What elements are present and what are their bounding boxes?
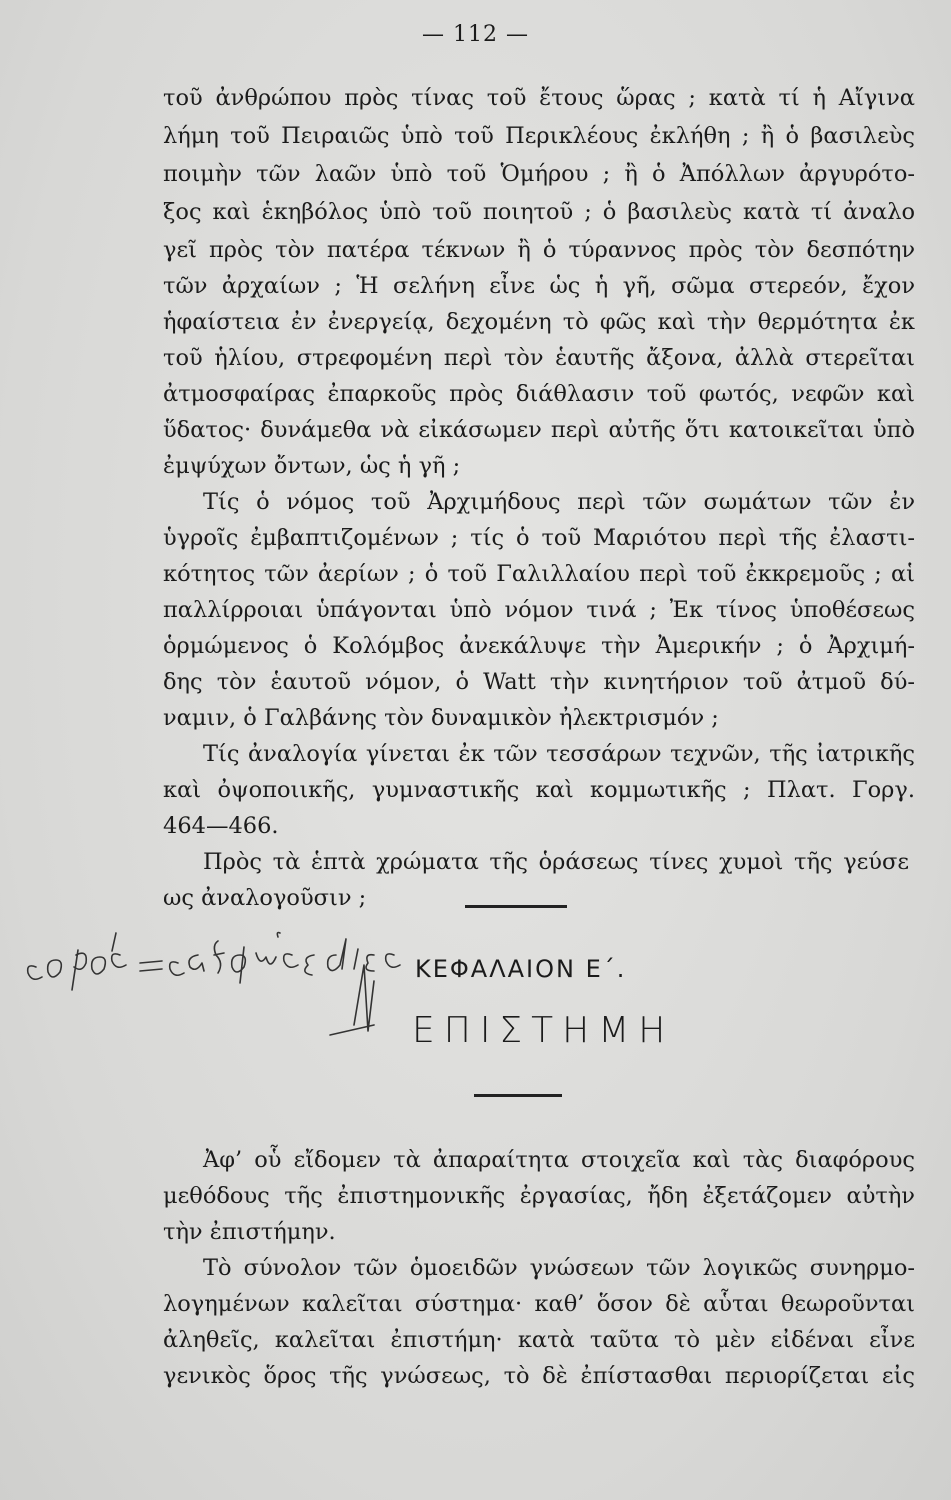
text-line: Τίς ἀναλογία γίνεται ἐκ τῶν τεσσάρων τεχνῶν, τῆς ἰατρικῆς — [203, 741, 915, 767]
text-line: τοῦ ἀνθρώπου πρὸς τίνας τοῦ ἔτους ὥρας ; κατὰ τί ἡ Αἴγινα — [163, 85, 915, 111]
text-line: τὴν ἐπιστήμην. — [163, 1219, 336, 1245]
text-line: λήμη τοῦ Πειραιῶς ὑπὸ τοῦ Περικλέους ἐκλήθη ; ἢ ὁ βασιλεὺς — [163, 123, 915, 149]
text-line: παλλίρροιαι ὑπάγονται ὑπὸ νόμον τινά ; Ἐκ τίνος ὑποθέσεως — [163, 597, 915, 623]
text-line: ὕδατος· δυνάμεθα νὰ εἰκάσωμεν περὶ αὐτῆς ὅτι κατοικεῖται ὑπὸ — [163, 417, 915, 443]
text-line: Ἀφ’ οὗ εἴδομεν τὰ ἀπαραίτητα στοιχεῖα καὶ τὰς διαφόρους — [203, 1147, 915, 1173]
handwritten-annotation — [18, 925, 458, 1095]
text-line: ξος καὶ ἑκηβόλος ὑπὸ τοῦ ποιητοῦ ; ὁ βασιλεὺς κατὰ τί ἀναλο — [163, 199, 915, 225]
text-line: Τίς ὁ νόμος τοῦ Ἀρχιμήδους περὶ τῶν σωμάτων τῶν ἐν — [203, 489, 915, 515]
text-line: 464—466. — [163, 813, 279, 839]
text-line: δης τὸν ἑαυτοῦ νόμον, ὁ Watt τὴν κινητήριον τοῦ ἀτμοῦ δύ- — [163, 669, 915, 695]
text-line: ποιμὴν τῶν λαῶν ὑπὸ τοῦ Ὁμήρου ; ἢ ὁ Ἀπόλλων ἀργυρότο- — [163, 161, 915, 187]
text-line: τῶν ἀρχαίων ; Ἡ σελήνη εἶνε ὡς ἡ γῆ, σῶμα στερεόν, ἔχον — [163, 273, 915, 299]
text-line: μεθόδους τῆς ἐπιστημονικῆς ἐργασίας, ἤδη ἐξετάζομεν αὐτὴν — [163, 1183, 915, 1209]
chapter-title: ΕΠΙΣΤΗΜΗ — [412, 1010, 675, 1051]
text-line: ἐμψύχων ὄντων, ὡς ἡ γῆ ; — [163, 453, 461, 479]
page-number: — 112 — — [422, 22, 529, 47]
text-line: γενικὸς ὅρος τῆς γνώσεως, τὸ δὲ ἐπίστασθαι περιορίζεται εἰς — [163, 1363, 915, 1389]
text-line: λογημένων καλεῖται σύστημα· καθ’ ὅσον δὲ αὗται θεωροῦνται — [163, 1291, 915, 1317]
text-line: ἡφαίστεια ἐν ἐνεργείᾳ, δεχομένη τὸ φῶς καὶ τὴν θερμότητα ἐκ — [163, 309, 915, 335]
text-line: ἀληθεῖς, καλεῖται ἐπιστήμη· κατὰ ταῦτα τὸ μὲν εἰδέναι εἶνε — [163, 1327, 915, 1353]
text-line: τοῦ ἡλίου, στρεφομένη περὶ τὸν ἑαυτῆς ἄξονα, ἀλλὰ στερεῖται — [163, 345, 915, 371]
text-line: ἀτμοσφαίρας ἐπαρκοῦς πρὸς διάθλασιν τοῦ φωτός, νεφῶν καὶ — [163, 381, 915, 407]
text-line: ναμιν, ὁ Γαλβάνης τὸν δυναμικὸν ἠλεκτρισμόν ; — [163, 705, 719, 731]
text-line: Πρὸς τὰ ἑπτὰ χρώματα τῆς ὁράσεως τίνες χυμοὶ τῆς γεύσε — [203, 849, 909, 875]
text-line: ὑγροῖς ἐμβαπτιζομένων ; τίς ὁ τοῦ Μαριότου περὶ τῆς ἐλαστι- — [163, 525, 915, 551]
section-rule — [465, 905, 567, 908]
text-line: γεῖ πρὸς τὸν πατέρα τέκνων ἢ ὁ τύραννος πρὸς τὸν δεσπότην — [163, 237, 915, 263]
section-rule — [474, 1094, 562, 1097]
text-line: καὶ ὀψοποιικῆς, γυμναστικῆς καὶ κομμωτικῆς ; Πλατ. Γοργ. — [163, 777, 915, 803]
text-line: Τὸ σύνολον τῶν ὁμοειδῶν γνώσεων τῶν λογικῶς συνηρμο- — [203, 1255, 915, 1281]
text-line: κότητος τῶν ἀερίων ; ὁ τοῦ Γαλιλλαίου περὶ τοῦ ἐκκρεμοῦς ; αἱ — [163, 561, 915, 587]
text-line: ὁρμώμενος ὁ Κολόμβος ἀνεκάλυψε τὴν Ἀμερικήν ; ὁ Ἀρχιμή- — [163, 633, 915, 659]
chapter-label: ΚΕΦΑΛΑΙΟΝ Ε΄. — [415, 955, 627, 983]
text-line: ως ἀναλογοῦσιν ; — [163, 885, 367, 911]
